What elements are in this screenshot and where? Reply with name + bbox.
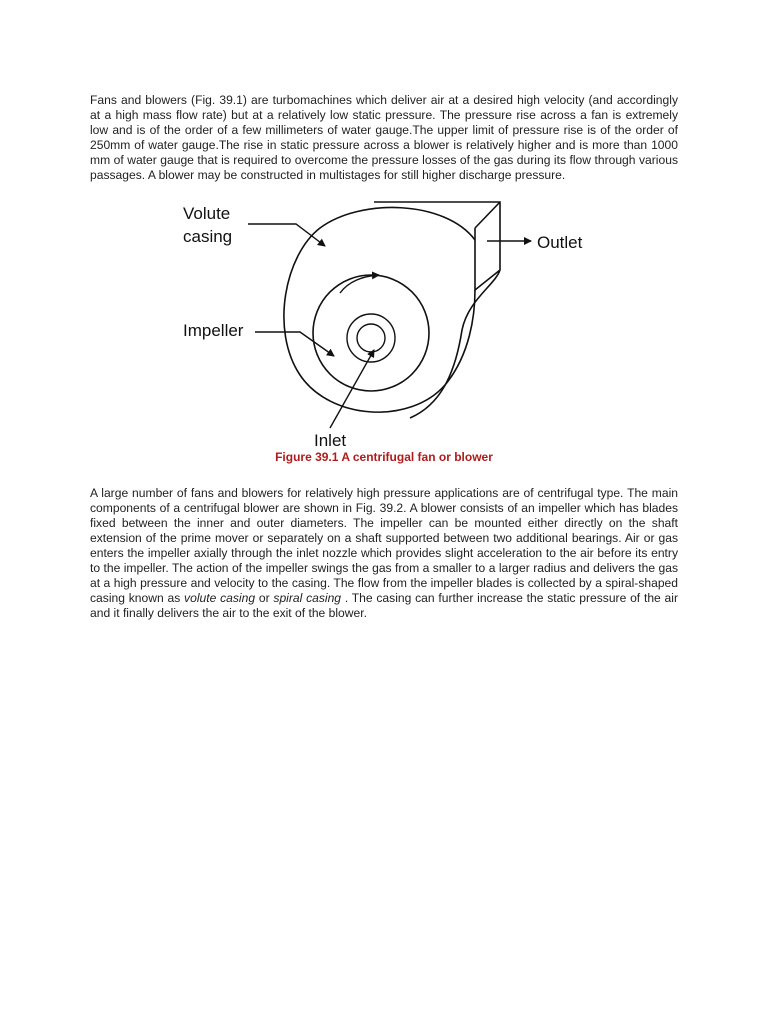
volute-casing-depth [374, 202, 500, 418]
centrifugal-blower-diagram [176, 196, 596, 451]
term-spiral-casing: spiral casing [273, 591, 342, 605]
volute-label-line2: casing [183, 227, 233, 246]
centrifugal-blower-figure [176, 196, 596, 451]
impeller-leader-line [255, 332, 334, 356]
intro-paragraph: Fans and blowers (Fig. 39.1) are turbomachines which deliver air at a desired high velocity (and accordingly at a high mass flow rate) but at a relatively low static pressure. The pressure rise across a fan is extremely low and is of the order of a few millimeters of water gauge.The upper limit of pressure rise is of the order of 250mm of water gauge.The rise in static pressure across a blower is relatively higher and is more than 1000 mm of water gauge that is required to overcome the pressure losses of the gas during its flow through various passages. A blower may be constructed in multistages for still higher discharge pressure. [90, 93, 678, 182]
rotation-arrow [340, 275, 379, 293]
paragraph-connector: or [255, 591, 274, 605]
volute-leader-line [248, 224, 325, 246]
inlet-label: Inlet [314, 431, 347, 450]
term-volute-casing: volute casing [184, 591, 256, 605]
paragraph-text-after: . The casing can further increase the static pressure of the air and it finally delivers the air to the exit of the blower. [90, 591, 678, 620]
paragraph-text-before: A large number of fans and blowers for relatively high pressure applications are of centrifugal type. The main components of a centrifugal blower are shown in Fig. 39.2. A blower consists of an impeller which has blades fixed between the inner and outer diameters. The impeller can be mounted either directly on the shaft extension of the prime mover or separately on a shaft supported between two additional bearings. Air or gas enters the impeller axially through the inlet nozzle which provides slight acceleration to the air before its entry to the impeller. The action of the impeller swings the gas from a smaller to a larger radius and delivers the gas at a high pressure and velocity to the casing. The flow from the impeller blades is collected by a spiral-shaped casing known as [90, 486, 678, 605]
inlet-leader-line [330, 350, 374, 428]
inlet-inner-circle [357, 324, 385, 352]
body-paragraph [90, 486, 678, 621]
impeller-circle [313, 275, 429, 391]
outlet-label: Outlet [537, 233, 583, 252]
impeller-label: Impeller [183, 321, 244, 340]
figure-caption: Figure 39.1 A centrifugal fan or blower [275, 450, 493, 464]
volute-label-line1: Volute [183, 204, 231, 223]
